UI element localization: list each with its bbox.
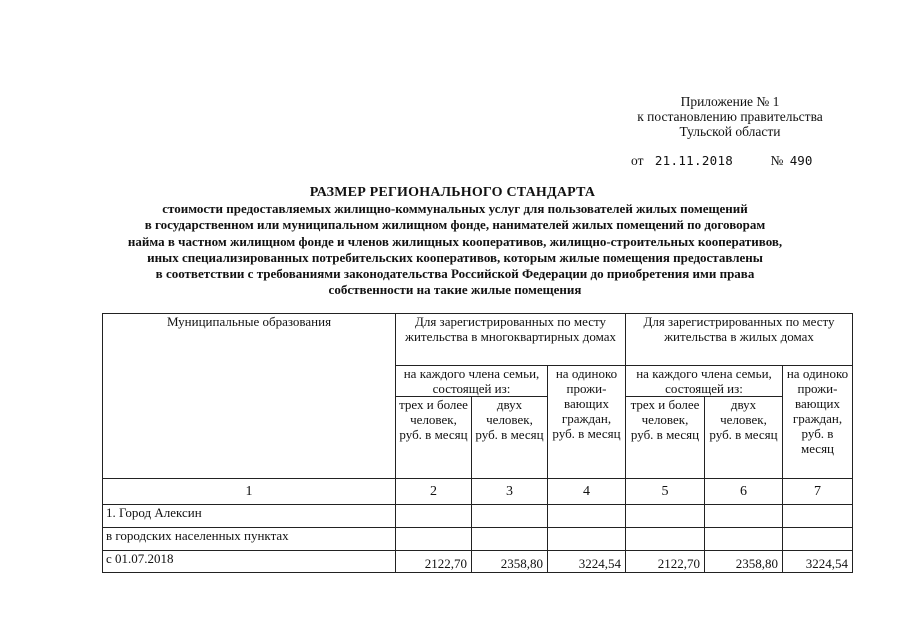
row-label: 1. Город Алексин <box>103 505 396 528</box>
row-value: 2122,70 <box>396 551 472 573</box>
header-per-member-house: на каждого члена семьи, состоящей из: <box>626 366 783 397</box>
row-value <box>396 505 472 528</box>
row-value <box>472 528 548 551</box>
decree-date: 21.11.2018 <box>654 153 734 168</box>
standard-table <box>102 313 853 573</box>
document-subtitle <box>60 201 850 299</box>
row-value <box>783 528 853 551</box>
row-value: 2358,80 <box>472 551 548 573</box>
subtitle-line: в государственном или муниципальном жилищном фонде, нанимателей жилых помещений по договорам <box>144 217 766 233</box>
row-value <box>472 505 548 528</box>
subtitle-line: собственности на такие жилые помещения <box>328 282 582 298</box>
subtitle-line: в соответствии с требованиями законодательства Российской Федерации до приобретения ими права <box>155 266 755 282</box>
column-number: 4 <box>548 479 626 505</box>
row-value <box>783 505 853 528</box>
header-two-apartment: двух человек, руб. в месяц <box>472 397 548 479</box>
header-per-member-apartment: на каждого члена семьи, состоящей из: <box>396 366 548 397</box>
table-row <box>103 528 853 551</box>
appendix-block <box>600 94 860 139</box>
table-row <box>103 505 853 528</box>
column-number: 2 <box>396 479 472 505</box>
decree-number: 490 <box>789 153 813 168</box>
table-row <box>103 551 853 573</box>
header-three-plus-house: трех и более человек, руб. в месяц <box>626 397 705 479</box>
row-value <box>705 528 783 551</box>
header-single-apartment: на одиноко прожи-вающих граждан, руб. в месяц <box>548 366 626 479</box>
column-number: 7 <box>783 479 853 505</box>
row-value: 2358,80 <box>705 551 783 573</box>
subtitle-line: найма в частном жилищном фонде и членов жилищных кооперативов, жилищно-строительных кооперативов, <box>127 233 783 249</box>
row-value: 3224,54 <box>783 551 853 573</box>
column-number: 6 <box>705 479 783 505</box>
row-value <box>626 528 705 551</box>
subtitle-line: стоимости предоставляемых жилищно-коммунальных услуг для пользователей жилых помещений <box>162 201 748 216</box>
column-number: 3 <box>472 479 548 505</box>
header-single-house: на одиноко прожи-вающих граждан, руб. в месяц <box>783 366 853 479</box>
row-value: 3224,54 <box>548 551 626 573</box>
row-value: 2122,70 <box>626 551 705 573</box>
document-title: РАЗМЕР РЕГИОНАЛЬНОГО СТАНДАРТА <box>309 185 596 200</box>
appendix-line2: к постановлению правительства <box>637 109 823 124</box>
header-group-house: Для зарегистрированных по месту жительства в жилых домах <box>626 314 853 366</box>
row-value <box>396 528 472 551</box>
header-three-plus-apartment: трех и более человек, руб. в месяц <box>396 397 472 479</box>
row-label: с 01.07.2018 <box>103 551 396 573</box>
header-row-1 <box>103 314 853 366</box>
header-group-apartment: Для зарегистрированных по месту жительства в многоквартирных домах <box>396 314 626 366</box>
decree-date-number <box>631 153 812 169</box>
row-value <box>548 505 626 528</box>
number-prefix: № <box>770 153 784 168</box>
header-municipal: Муниципальные образования <box>103 314 396 479</box>
header-two-house: двух человек, руб. в месяц <box>705 397 783 479</box>
date-prefix: от <box>631 153 644 168</box>
appendix-line1: Приложение № 1 <box>680 94 780 109</box>
column-number: 1 <box>103 479 396 505</box>
subtitle-line: иных специализированных потребительских кооперативов, которым жилые помещения предоставлены <box>147 249 763 265</box>
column-number: 5 <box>626 479 705 505</box>
row-label: в городских населенных пунктах <box>103 528 396 551</box>
column-number-row <box>103 479 853 505</box>
row-value <box>626 505 705 528</box>
appendix-line3: Тульской области <box>679 124 781 139</box>
row-value <box>705 505 783 528</box>
row-value <box>548 528 626 551</box>
